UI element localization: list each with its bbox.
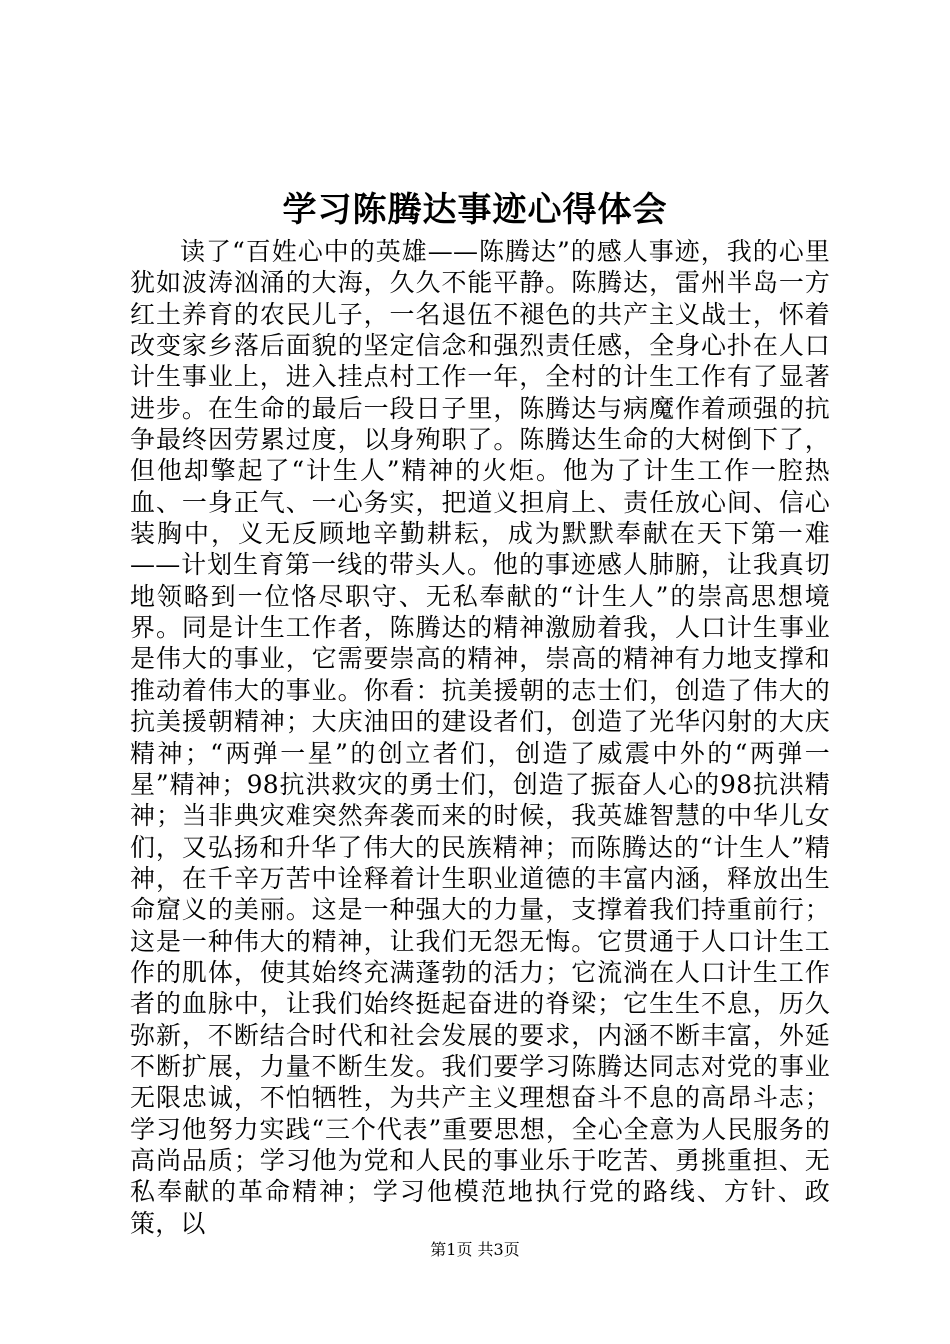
document-body: 读了“百姓心中的英雄——陈腾达”的感人事迹，我的心里犹如波涛汹涌的大海，久久不能平静。陈腾达，雷州半岛一方红土养育的农民儿子，一名退伍不褪色的共产主义战士，怀着改变家乡落后面貌的坚定信念和强烈责任感，全身心扑在人口计生事业上，进入挂点村工作一年，全村的计生工作有了显著进步。在生命的最后一段日子里，陈腾达与病魔作着顽强的抗争最终因劳累过度，以身殉职了。陈腾达生命的大树倒下了，但他却擎起了“计生人”精神的火炬。他为了计生工作一腔热血、一身正气、一心务实，把道义担肩上、责任放心间、信心装胸中，义无反顾地辛勤耕耘，成为默默奉献在天下第一难——计划生育第一线的带头人。他的事迹感人肺腑，让我真切地领略到一位恪尽职守、无私奉献的“计生人”的崇高思想境界。同是计生工作者，陈腾达的精神激励着我，人口计生事业是伟大的事业，它需要崇高的精神，崇高的精神有力地支撑和推动着伟大的事业。你看：抗美援朝的志士们，创造了伟大的抗美援朝精神；大庆油田的建设者们，创造了光华闪射的大庆精神；“两弹一星”的创立者们，创造了威震中外的“两弹一星”精神；98抗洪救灾的勇士们，创造了振奋人心的98抗洪精神；当非典灾难突然奔袭而来的时候，我英雄智慧的中华儿女们，又弘扬和升华了伟大的民族精神；而陈腾达的“计生人”精神，在千辛万苦中诠释着计生职业道德的丰富内涵，释放出生命窟义的美丽。这是一种强大的力量，支撑着我们持重前行；这是一种伟大的精神，让我们无怨无悔。它贯通于人口计生工作的肌体，使其始终充满蓬勃的活力；它流淌在人口计生工作者的血脉中，让我们始终挺起奋进的脊梁；它生生不息，历久弥新，不断结合时代和社会发展的要求，内涵不断丰富，外延不断扩展，力量不断生发。我们要学习陈腾达同志对党的事业无限忠诚，不怕牺牲，为共产主义理想奋斗不息的高昂斗志；学习他努力实践“三个代表”重要思想，全心全意为人民服务的高尚品质；学习他为党和人民的事业乐于吃苦、勇挑重担、无私奉献的革命精神；学习他模范地执行党的路线、方针、政策，以 bbox=[130, 237, 830, 1238]
page-footer: 第1页 共3页 bbox=[430, 1240, 520, 1259]
document-title: 学习陈腾达事迹心得体会 bbox=[282, 190, 668, 230]
